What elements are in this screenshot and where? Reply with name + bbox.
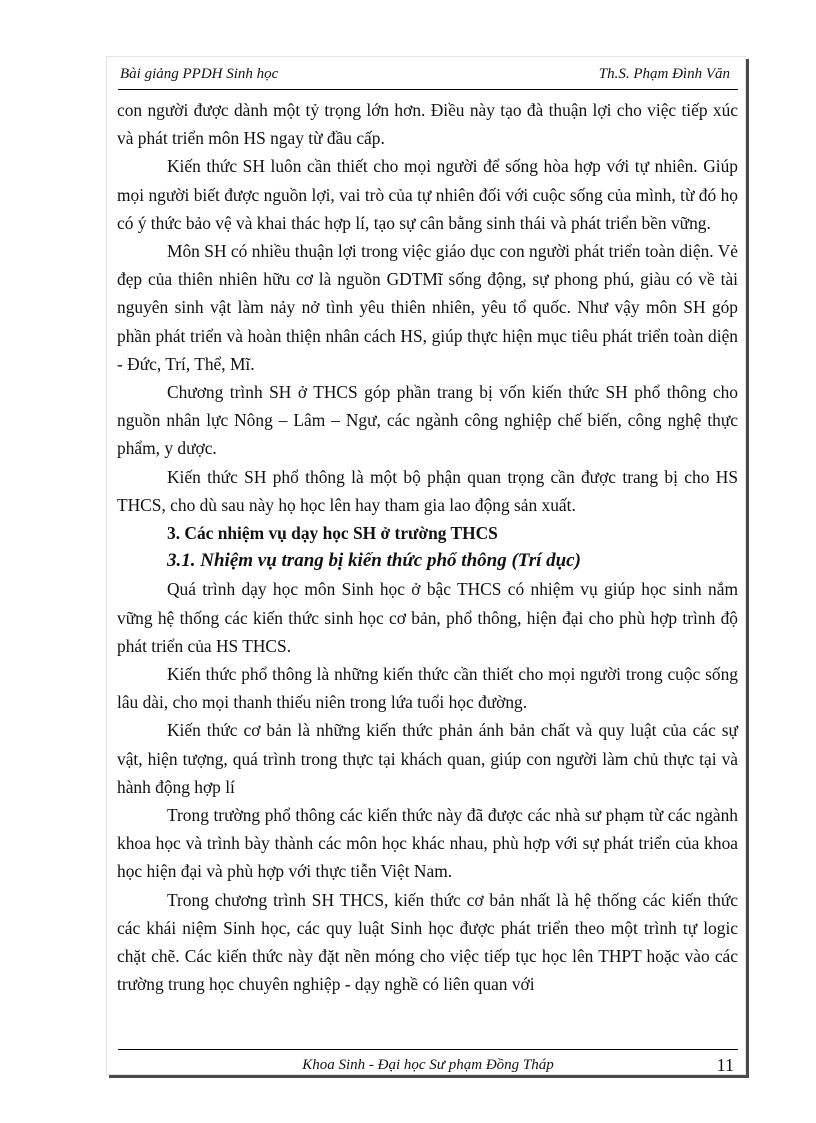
paragraph: Môn SH có nhiều thuận lợi trong việc giáo dục con người phát triển toàn diện. Vẻ đẹp của thiên nhiên hữu cơ là nguồn GDTMĩ sống động, sự phong phú, giàu có về tài nguyên sinh vật làm nảy nở tình yêu thiên nhiên, yêu tổ quốc. Như vậy môn SH góp phần phát triển và hoàn thiện nhân cách HS, giúp thực hiện mục tiêu phát triển toàn diện - Đức, Trí, Thể, Mĩ. bbox=[117, 241, 738, 374]
paragraph: Trong trường phổ thông các kiến thức này đã được các nhà sư phạm từ các ngành khoa học và trình bày thành các môn học khác nhau, phù hợp với sự phát triển của khoa học hiện đại và phù hợp với thực tiễn Việt Nam. bbox=[117, 805, 738, 882]
header-course-title: Bài giảng PPDH Sinh học bbox=[120, 66, 279, 82]
footer-institution: Khoa Sinh - Đại học Sư phạm Đồng Tháp bbox=[302, 1057, 554, 1073]
paragraph: Kiến thức cơ bản là những kiến thức phản ánh bản chất và quy luật của các sự vật, hiện tượng, quá trình trong thực tại khách quan, giúp con người làm chủ thực tại và hành động hợp lí bbox=[117, 720, 738, 797]
paragraph: Kiến thức phổ thông là những kiến thức cần thiết cho mọi người trong cuộc sống lâu dài, cho mọi thanh thiếu niên trong lứa tuổi học đường. bbox=[117, 664, 738, 713]
footer-divider bbox=[118, 1049, 738, 1050]
paragraph: Kiến thức SH phổ thông là một bộ phận quan trọng cần được trang bị cho HS THCS, cho dù sau này họ học lên hay tham gia lao động sản xuất. bbox=[117, 466, 738, 515]
subsection-heading: 3.1. Nhiệm vụ trang bị kiến thức phổ thông (Trí dục) bbox=[167, 550, 581, 572]
page-footer bbox=[118, 1056, 738, 1078]
section-heading: 3. Các nhiệm vụ dạy học SH ở trường THCS bbox=[167, 523, 498, 544]
header-author: Th.S. Phạm Đình Văn bbox=[598, 66, 730, 82]
paragraph: Trong chương trình SH THCS, kiến thức cơ bản nhất là hệ thống các kiến thức các khái niệm Sinh học, các quy luật Sinh học được phát triển theo một trình tự logic chặt chẽ. Các kiến thức này đặt nền móng cho việc tiếp tục học lên THPT hoặc vào các trường trung học chuyên nghiệp - dạy nghề có liên quan với bbox=[117, 889, 738, 995]
page-number: 11 bbox=[716, 1055, 734, 1075]
header-divider bbox=[118, 89, 738, 90]
paragraph: Chương trình SH ở THCS góp phần trang bị vốn kiến thức SH phổ thông cho nguồn nhân lực Nông – Lâm – Ngư, các ngành công nghiệp chế biến, công nghệ thực phẩm, y dược. bbox=[117, 382, 738, 459]
paragraph: Quá trình dạy học môn Sinh học ở bậc THCS có nhiệm vụ giúp học sinh nắm vững hệ thống các kiến thức sinh học cơ bản, phổ thông, hiện đại cho phù hợp trình độ phát triển của HS THCS. bbox=[117, 579, 738, 656]
paragraph: Kiến thức SH luôn cần thiết cho mọi người để sống hòa hợp với tự nhiên. Giúp mọi người biết được nguồn lợi, vai trò của tự nhiên đối với cuộc sống của mình, từ đó họ có ý thức bảo vệ và khai thác hợp lí, tạo sự cân bằng sinh thái và phát triển bền vững. bbox=[117, 156, 738, 233]
page-body bbox=[117, 96, 738, 999]
paragraph: con người được dành một tỷ trọng lớn hơn. Điều này tạo đà thuận lợi cho việc tiếp xúc và phát triển môn HS ngay từ đầu cấp. bbox=[117, 100, 738, 149]
